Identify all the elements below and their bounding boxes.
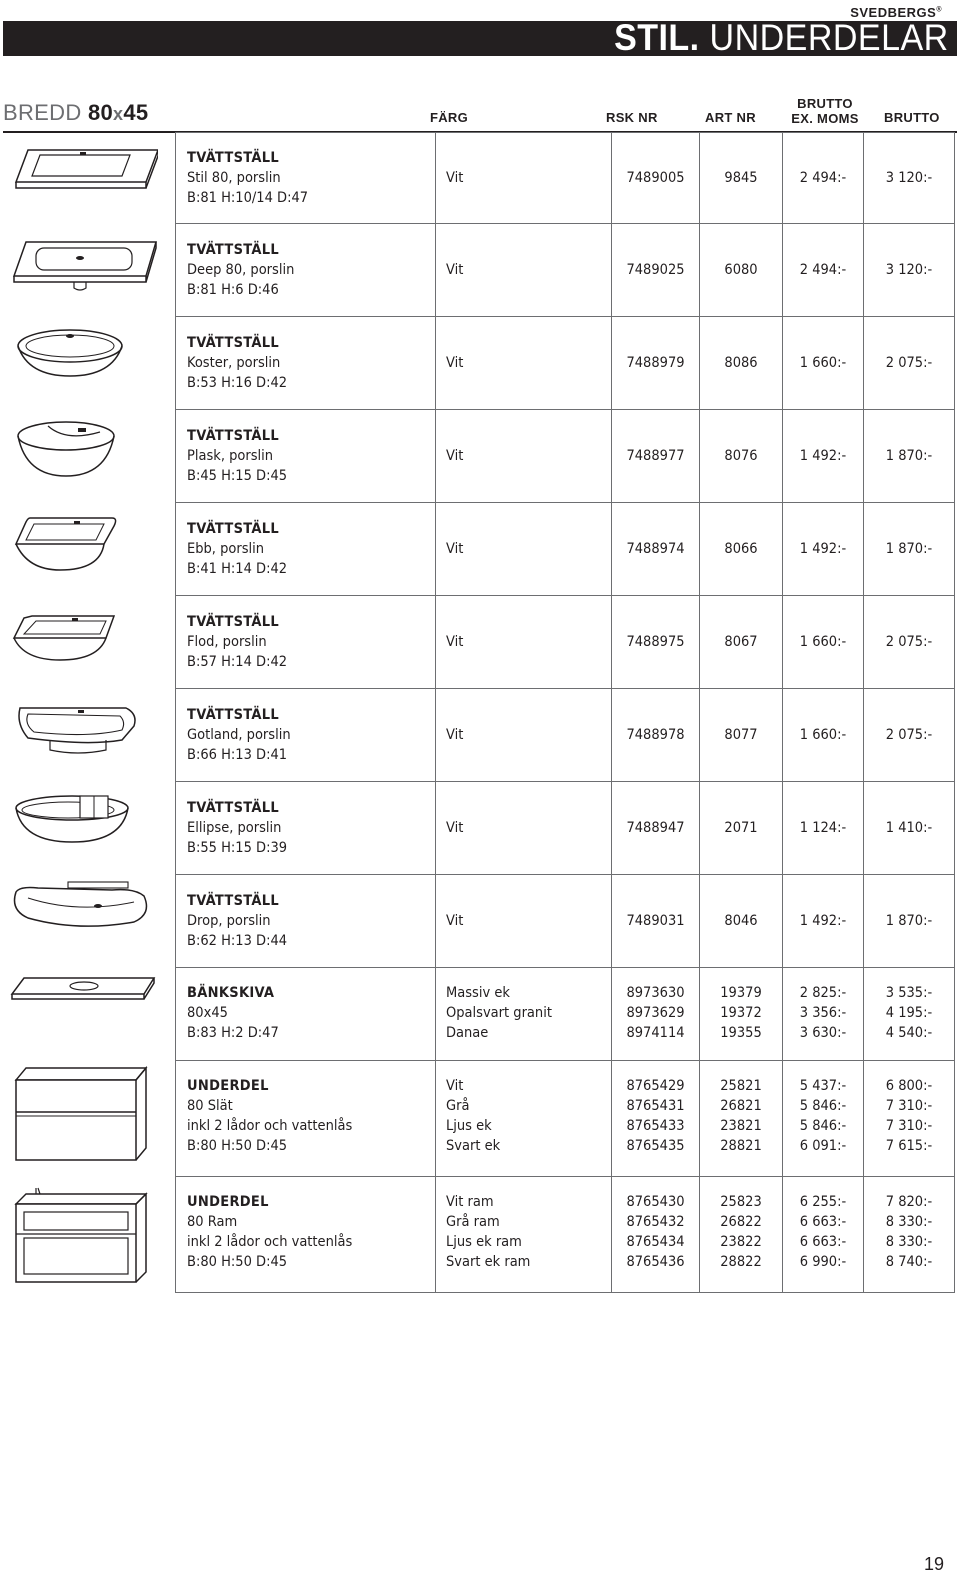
description-cell [176,968,436,1061]
art-cell [700,503,783,596]
cell-line: Koster, porslin [187,355,281,371]
cell-line: B:55 H:15 D:39 [187,840,288,856]
cell-line: 7 615:- [885,1138,933,1154]
cell-line: B:41 H:14 D:42 [187,561,288,577]
cell-line: Vit [446,913,464,929]
column-header-brutto: BRUTTO [884,110,940,125]
cell-line: B:66 H:13 D:41 [187,747,288,763]
color-cell [436,503,612,596]
cell-line: 8077 [724,727,758,743]
price-gross-cell [864,410,955,503]
section-prefix: BREDD [3,100,82,125]
price-ex-vat-cell [783,503,864,596]
art-cell [700,1177,783,1293]
table-row [176,596,955,689]
cell-line: Ellipse, porslin [187,820,282,836]
product-table [175,132,955,1293]
cell-line: 8974114 [626,1025,685,1041]
cell-line: 28822 [720,1254,762,1270]
title-bar [3,17,957,58]
cell-line: 8046 [724,913,758,929]
description-cell [176,317,436,410]
section-width: 80 [87,100,114,125]
color-cell [436,875,612,968]
cell-line: B:83 H:2 D:47 [187,1025,279,1041]
cell-line: 7489005 [626,170,685,186]
color-cell [436,1061,612,1177]
cell-line: Drop, porslin [187,913,271,929]
price-gross-cell [864,503,955,596]
cell-line: 25823 [720,1194,762,1210]
color-cell [436,410,612,503]
rsk-cell [612,410,700,503]
registered-mark: ® [936,6,942,14]
cell-line: 23821 [720,1118,762,1134]
color-cell [436,133,612,224]
cell-line: 6 091:- [799,1138,847,1154]
product-category: TVÄTTSTÄLL [187,335,280,351]
description-cell [176,503,436,596]
price-gross-cell [864,782,955,875]
cell-line: 23822 [720,1234,762,1250]
price-gross-cell [864,224,955,317]
cell-line: 8973629 [626,1005,685,1021]
cell-line: 8765432 [626,1214,685,1230]
rsk-cell [612,133,700,224]
product-category: TVÄTTSTÄLL [187,150,280,166]
cell-line: 1 492:- [799,541,847,557]
art-cell [700,1061,783,1177]
section-heading [3,100,148,126]
price-gross-cell [864,968,955,1061]
cell-line: 7 310:- [885,1118,933,1134]
table-row [176,875,955,968]
product-category: TVÄTTSTÄLL [187,242,280,258]
cell-line: 8765433 [626,1118,685,1134]
cell-line: 1 660:- [799,634,847,650]
page-title [614,18,949,58]
table-row [176,410,955,503]
price-gross-cell [864,596,955,689]
art-cell [700,596,783,689]
price-gross-cell [864,317,955,410]
product-category: TVÄTTSTÄLL [187,614,280,630]
description-cell [176,133,436,224]
price-ex-vat-cell [783,875,864,968]
sink-ebb-icon [8,512,118,574]
brand-name: SVEDBERGS [850,5,937,20]
cell-line: 19372 [720,1005,762,1021]
product-category: TVÄTTSTÄLL [187,707,280,723]
cell-line: 4 195:- [885,1005,933,1021]
rsk-cell [612,875,700,968]
cell-line: Massiv ek [446,985,510,1001]
cell-line: 1 410:- [885,820,933,836]
cell-line: 4 540:- [885,1025,933,1041]
cell-line: 7488975 [626,634,685,650]
cell-line: Stil 80, porslin [187,170,281,186]
art-cell [700,224,783,317]
cell-line: 3 630:- [799,1025,847,1041]
color-cell [436,224,612,317]
art-cell [700,317,783,410]
cell-line: 7488979 [626,355,685,371]
cabinet-ram-icon [8,1186,158,1286]
cell-line: Vit [446,727,464,743]
cell-line: Danae [446,1025,489,1041]
cell-line: 8 330:- [885,1234,933,1250]
cell-line: 26822 [720,1214,762,1230]
cell-line: 2 075:- [885,355,933,371]
cell-line: 2 075:- [885,634,933,650]
cell-line: 8765434 [626,1234,685,1250]
cell-line: 80 Slät [187,1098,233,1114]
cell-line: B:80 H:50 D:45 [187,1254,288,1270]
cell-line: Svart ek [446,1138,501,1154]
cell-line: 7489031 [626,913,685,929]
section-x: x [113,104,124,124]
cell-line: Opalsvart granit [446,1005,552,1021]
color-cell [436,596,612,689]
cell-line: 8765429 [626,1078,685,1094]
cell-line: 26821 [720,1098,762,1114]
art-cell [700,410,783,503]
cell-line: B:80 H:50 D:45 [187,1138,288,1154]
cell-line: 80 Ram [187,1214,238,1230]
product-category: UNDERDEL [187,1194,269,1210]
price-gross-cell [864,689,955,782]
sink-plask-icon [8,418,118,482]
cell-line: 1 660:- [799,727,847,743]
cell-line: inkl 2 lådor och vattenlås [187,1234,353,1250]
cell-line: B:81 H:10/14 D:47 [187,190,309,206]
cell-line: 8765435 [626,1138,685,1154]
column-header-rsk: RSK NR [606,110,658,125]
cell-line: Svart ek ram [446,1254,531,1270]
column-header-ex-moms [790,96,860,126]
art-cell [700,875,783,968]
cell-line: 5 846:- [799,1098,847,1114]
cell-line: 2 494:- [799,170,847,186]
cell-line: 1 870:- [885,541,933,557]
cell-line: 6 663:- [799,1234,847,1250]
cell-line: B:53 H:16 D:42 [187,375,288,391]
price-gross-cell [864,1177,955,1293]
column-header-art: ART NR [705,110,756,125]
cell-line: 2071 [724,820,758,836]
cell-line: Gotland, porslin [187,727,291,743]
cell-line: 19355 [720,1025,762,1041]
art-cell [700,133,783,224]
sink-stil-icon [8,140,158,192]
table-row [176,782,955,875]
table-row [176,1177,955,1293]
cell-line: B:45 H:15 D:45 [187,468,288,484]
cell-line: 8067 [724,634,758,650]
cell-line: 7 820:- [885,1194,933,1210]
price-ex-vat-cell [783,1177,864,1293]
cell-line: 8765431 [626,1098,685,1114]
table-row [176,503,955,596]
art-cell [700,968,783,1061]
sink-koster-icon [8,326,128,380]
page-number: 19 [923,1554,944,1574]
description-cell [176,1177,436,1293]
description-cell [176,410,436,503]
cell-line: Flod, porslin [187,634,267,650]
color-cell [436,1177,612,1293]
cell-line: 8 330:- [885,1214,933,1230]
cell-line: 5 437:- [799,1078,847,1094]
price-ex-vat-cell [783,410,864,503]
cell-line: Ljus ek [446,1118,492,1134]
price-gross-cell [864,875,955,968]
cell-line: 6 255:- [799,1194,847,1210]
cell-line: Grå ram [446,1214,500,1230]
cell-line: 7 310:- [885,1098,933,1114]
art-cell [700,689,783,782]
cell-line: 8076 [724,448,758,464]
rsk-cell [612,782,700,875]
rsk-cell [612,689,700,782]
color-cell [436,317,612,410]
product-category: TVÄTTSTÄLL [187,893,280,909]
cell-line: 3 535:- [885,985,933,1001]
color-cell [436,782,612,875]
description-cell [176,224,436,317]
cell-line: Vit [446,541,464,557]
cell-line: Vit [446,634,464,650]
cell-line: B:57 H:14 D:42 [187,654,288,670]
description-cell [176,689,436,782]
cell-line: 7488947 [626,820,685,836]
cell-line: 8765430 [626,1194,685,1210]
cell-line: 8973630 [626,985,685,1001]
cell-line: Ljus ek ram [446,1234,522,1250]
description-cell [176,782,436,875]
sink-drop-icon [8,880,153,936]
description-cell [176,1061,436,1177]
sink-flod-icon [8,612,118,666]
table-row [176,224,955,317]
rsk-cell [612,596,700,689]
description-cell [176,875,436,968]
price-gross-cell [864,1061,955,1177]
cell-line: 1 870:- [885,448,933,464]
rsk-cell [612,503,700,596]
cell-line: 6 990:- [799,1254,847,1270]
cell-line: B:81 H:6 D:46 [187,282,279,298]
price-gross-cell [864,133,955,224]
cell-line: 8066 [724,541,758,557]
cell-line: 7489025 [626,262,685,278]
product-category: TVÄTTSTÄLL [187,521,280,537]
cell-line: 1 124:- [799,820,847,836]
cell-line: Deep 80, porslin [187,262,295,278]
cell-line: 7488978 [626,727,685,743]
cell-line: Vit [446,355,464,371]
color-cell [436,689,612,782]
table-row [176,968,955,1061]
cell-line: 3 356:- [799,1005,847,1021]
cell-line: B:62 H:13 D:44 [187,933,288,949]
cell-line: 8086 [724,355,758,371]
sink-gotland-icon [8,704,143,760]
product-category: TVÄTTSTÄLL [187,800,280,816]
price-ex-vat-cell [783,133,864,224]
cell-line: 1 870:- [885,913,933,929]
price-ex-vat-cell [783,596,864,689]
table-row [176,133,955,224]
cell-line: 6 663:- [799,1214,847,1230]
cell-line: Ebb, porslin [187,541,265,557]
price-ex-vat-cell [783,782,864,875]
cell-line: Vit [446,170,464,186]
cell-line: 28821 [720,1138,762,1154]
rsk-cell [612,224,700,317]
rsk-cell [612,317,700,410]
cell-line: 2 075:- [885,727,933,743]
cell-line: Vit [446,820,464,836]
color-cell [436,968,612,1061]
cell-line: 2 825:- [799,985,847,1001]
product-category: UNDERDEL [187,1078,269,1094]
cell-line: 6080 [724,262,758,278]
cell-line: inkl 2 lådor och vattenlås [187,1118,353,1134]
cell-line: Vit ram [446,1194,494,1210]
cell-line: Vit [446,1078,464,1094]
cell-line: 3 120:- [885,262,933,278]
table-row [176,317,955,410]
product-category: BÄNKSKIVA [187,985,275,1001]
cabinet-slat-icon [8,1064,158,1164]
cell-line: 19379 [720,985,762,1001]
cell-line: 8765436 [626,1254,685,1270]
cell-line: 3 120:- [885,170,933,186]
cell-line: Plask, porslin [187,448,274,464]
title-rest: UNDERDELAR [699,17,949,58]
cell-line: 25821 [720,1078,762,1094]
cell-line: Grå [446,1098,470,1114]
table-row [176,689,955,782]
cell-line: 5 846:- [799,1118,847,1134]
price-ex-vat-cell [783,224,864,317]
cell-line: 7488977 [626,448,685,464]
cell-line: 9845 [724,170,758,186]
sink-ellipse-icon [8,792,133,848]
rsk-cell [612,1177,700,1293]
cell-line: 2 494:- [799,262,847,278]
cell-line: Vit [446,448,464,464]
cell-line: 1 660:- [799,355,847,371]
column-header-ex-line2: EX. MOMS [791,111,859,126]
cell-line: 7488974 [626,541,685,557]
cell-line: 8 740:- [885,1254,933,1270]
rsk-cell [612,1061,700,1177]
price-ex-vat-cell [783,317,864,410]
rsk-cell [612,968,700,1061]
countertop-icon [8,972,158,1006]
cell-line: 80x45 [187,1005,228,1021]
price-ex-vat-cell [783,1061,864,1177]
price-ex-vat-cell [783,689,864,782]
column-header-ex-line1: BRUTTO [797,96,853,111]
product-category: TVÄTTSTÄLL [187,428,280,444]
cell-line: Vit [446,262,464,278]
title-bold: STIL. [614,17,700,58]
sink-deep-icon [8,236,158,292]
art-cell [700,782,783,875]
cell-line: 1 492:- [799,448,847,464]
cell-line: 1 492:- [799,913,847,929]
column-header-color: FÄRG [430,110,469,125]
description-cell [176,596,436,689]
table-row [176,1061,955,1177]
cell-line: 6 800:- [885,1078,933,1094]
section-depth: 45 [123,100,149,125]
price-ex-vat-cell [783,968,864,1061]
